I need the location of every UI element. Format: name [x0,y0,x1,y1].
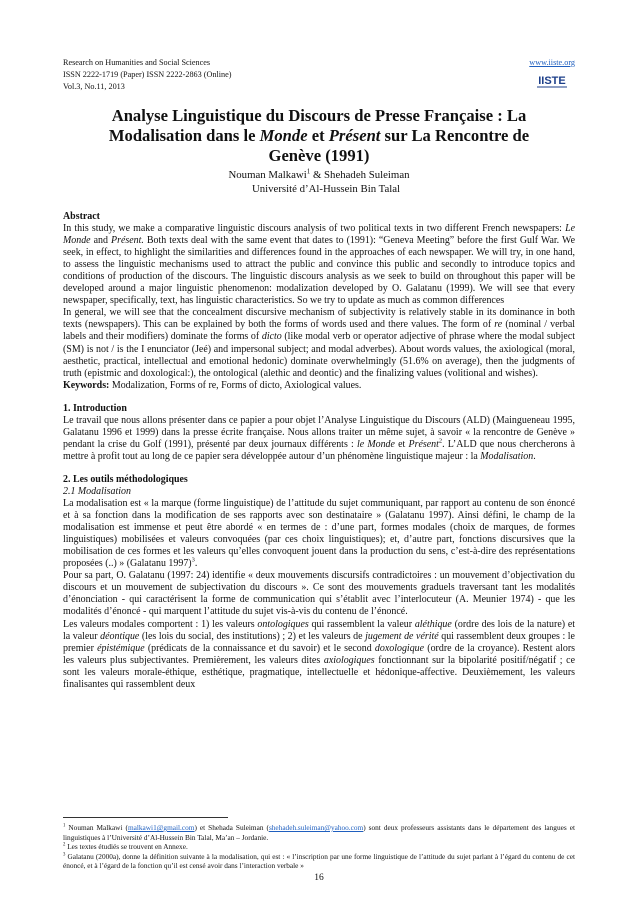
main-text [63,211,575,691]
email-link-suleiman[interactable]: shehadeh.suleiman@yahoo.com [268,823,364,832]
footnote-2: $^2$ Les textes étudiés se trouvent en Annexe. [63,842,188,852]
abstract-paragraph-2: In general, we will see that the concealment discursive mechanism of subjectivity is relatively stable in its dominance in both texts (newspapers). This can be explained by both the forms of words used and there values. The form of re (nominal / verbal labels and their modifiers) dominate the forms of dicto (like modal verb or operator adjective of phrase where the modal subject (SM) is not / is the I enunciator (Jeé) and impersonal subject; and modal adverbes). About words values, the axiological (moral, aesthetic, practical, intellectual and emotional hedonic) dominate overwhelmingly (51.6% on average), then the judgments of truth (epistmic and doxological:), the ontological (alethic and deontic) and the finalizing values (volitional and wishes). [63,307,576,379]
section-heading-tools: 2. Les outils méthodologiques [63,473,188,485]
footnote-1: $^1$ Nouman Malkawi (malkawi1@gmail.com) et Shehada Suleiman (shehadeh.suleiman@yahoo.com) sont deux professeurs assistants dans le département des langues et linguistiques à l’Université d’Al-Hussein Bin Talal, Ma’an – Jordanie. [63,823,575,842]
title-line-1: Analyse Linguistique du Discours de Presse Française : La [111,106,527,125]
abstract-paragraph-1: In this study, we make a comparative linguistic discours analysis of two political texts in two different French newspapers: Le Monde and Présent. Both texts deal with the same event that dates to (1991): “Geneva Meeting” before the first Gulf War. We seek, in effect, to highlight the similarities and differences found in the approaches of each newspaper. We will try, in one hand, to assess the linguistic mechanisms used to attract the public and convince this public and secondly to introduce topics and conditions of production of the discours. The linguistic discours analysis as we seek to build on throughout this paper will be developed around a major linguistic phenomenon: modalization developed by O. Galatanu (1999). We will see that every newspaper, specifically, text, has linguistic characteristics. So we try to update as much as common differences [63,223,575,307]
author-affiliation: Université d’Al-Hussein Bin Talal [251,183,401,195]
tools-paragraph-1: La modalisation est « la marque (forme linguistique) de l’attitude du sujet communiquant, par rapport au contenu de son énoncé et à sa fonction dans la modification de ses rapports avec son destinataire » (Galatanu 1997). Ainsi défini, le champ de la modalisation est immense et peut être abordé « en termes de : d’une part, formes modales (choix de marques, de formes linguistiques) mobilisées et valeurs convoquées (par ces choix linguistiques); et, d’autre part, fonctions discursives que la mobilisation de ces formes et les valeurs qu’elles convoquent jouent dans la production du sens, c’est-à-dire des représentations proposées (..) » (Galatanu 1997)$^3$. [63,498,575,570]
footnote-rule [63,817,228,818]
running-header [63,57,583,94]
email-link-malkawi[interactable]: malkawi1@gmail.com [127,823,195,832]
iiste-logo [533,68,571,90]
title-line-2: Modalisation dans le Monde et Présent sur La Rencontre de [108,125,530,145]
keywords: Keywords: Modalization, Forms of re, Forms of dicto, Axiological values. [63,379,362,391]
journal-name: Research on Humanities and Social Sciences [63,58,211,67]
tools-paragraph-3: Les valeurs modales comportent : 1) les valeurs ontologiques qui rassemblent la valeur aléthique (ordre des lois de la nature) et la valeur déontique (les lois du social, des institutions) ; 2) et les valeurs de jugement de vérité qui rassemblent deux groupes : le premier épistémique (prédicats de la connaissance et du savoir) et le second doxologique (ordre de la croyance). Restent alors les valeurs plus subjectivantes. Premièrement, les valeurs dites axiologiques fonctionnant sur la bipolarité positif/négatif ; ce sont les valeurs morale-éthique, esthétique, pragmatique, intellectuelle et hédonique-affective. Deuxièmement, les valeurs finalisantes qui rassemblent deux [63,618,576,690]
issn-line: ISSN 2222-1719 (Paper) ISSN 2222-2863 (Online) [63,70,232,80]
paper-title [80,106,558,165]
page-number: 16 [314,873,324,883]
logo-text: IISTE [538,75,566,87]
journal-url-link[interactable]: www.iiste.org [529,58,575,67]
introduction-paragraph: Le travail que nous allons présenter dans ce papier a pour objet l’Analyse Linguistique du Discours (ALD) (Maingueneau 1995, Galatanu 1996 et 1999) dans la presse écrite française. Nous allons traiter un même sujet, à savoir « la rencontre de Genève » pendant la crise du Golf (1991), présenté par deux journaux différents : le Monde et Présent$^2$. L’ALD que nous chercherons à mettre à profit tout au long de ce papier sera développée autour d’un phénomène linguistique majeur : la Modalisation. [63,414,575,462]
footnotes [63,823,575,871]
author-block [63,168,575,196]
tools-paragraph-2: Pour sa part, O. Galatanu (1997: 24) identifie « deux mouvements discursifs contradictoires : un mouvement d’objectivation du discours et un mouvement de subjectivation du discours ». Ce sont des mouvements graduels traversant tant les modalités d’énonciation - qui caractérisent la forme de communication qui s’établit avec l’interlocuteur (A. Meunier 1974) - que les modalités d’énoncé - qui marquent l’attitude du sujet vis-à-vis du contenu de l’énoncé. [63,570,575,618]
author-names: Nouman Malkawi$^1$ & Shehadeh Suleiman [228,167,410,181]
title-line-3: Genève (1991) [268,145,370,165]
abstract-heading: Abstract [63,211,100,222]
subsection-heading-modalisation: 2.1 Modalisation [63,485,131,497]
volume-line: Vol.3, No.11, 2013 [63,82,125,92]
section-heading-introduction: 1. Introduction [63,402,127,414]
footnote-3: $^3$ Galatanu (2000a), donne la définition suivante à la modalisation, qui est : « l’inscription par une forme linguistique de l’attitude du sujet parlant à l’égard du contenu de cet énoncé, et à l’égard de la fonction qu’il est censé avoir dans l’interaction verbale » [63,851,575,871]
